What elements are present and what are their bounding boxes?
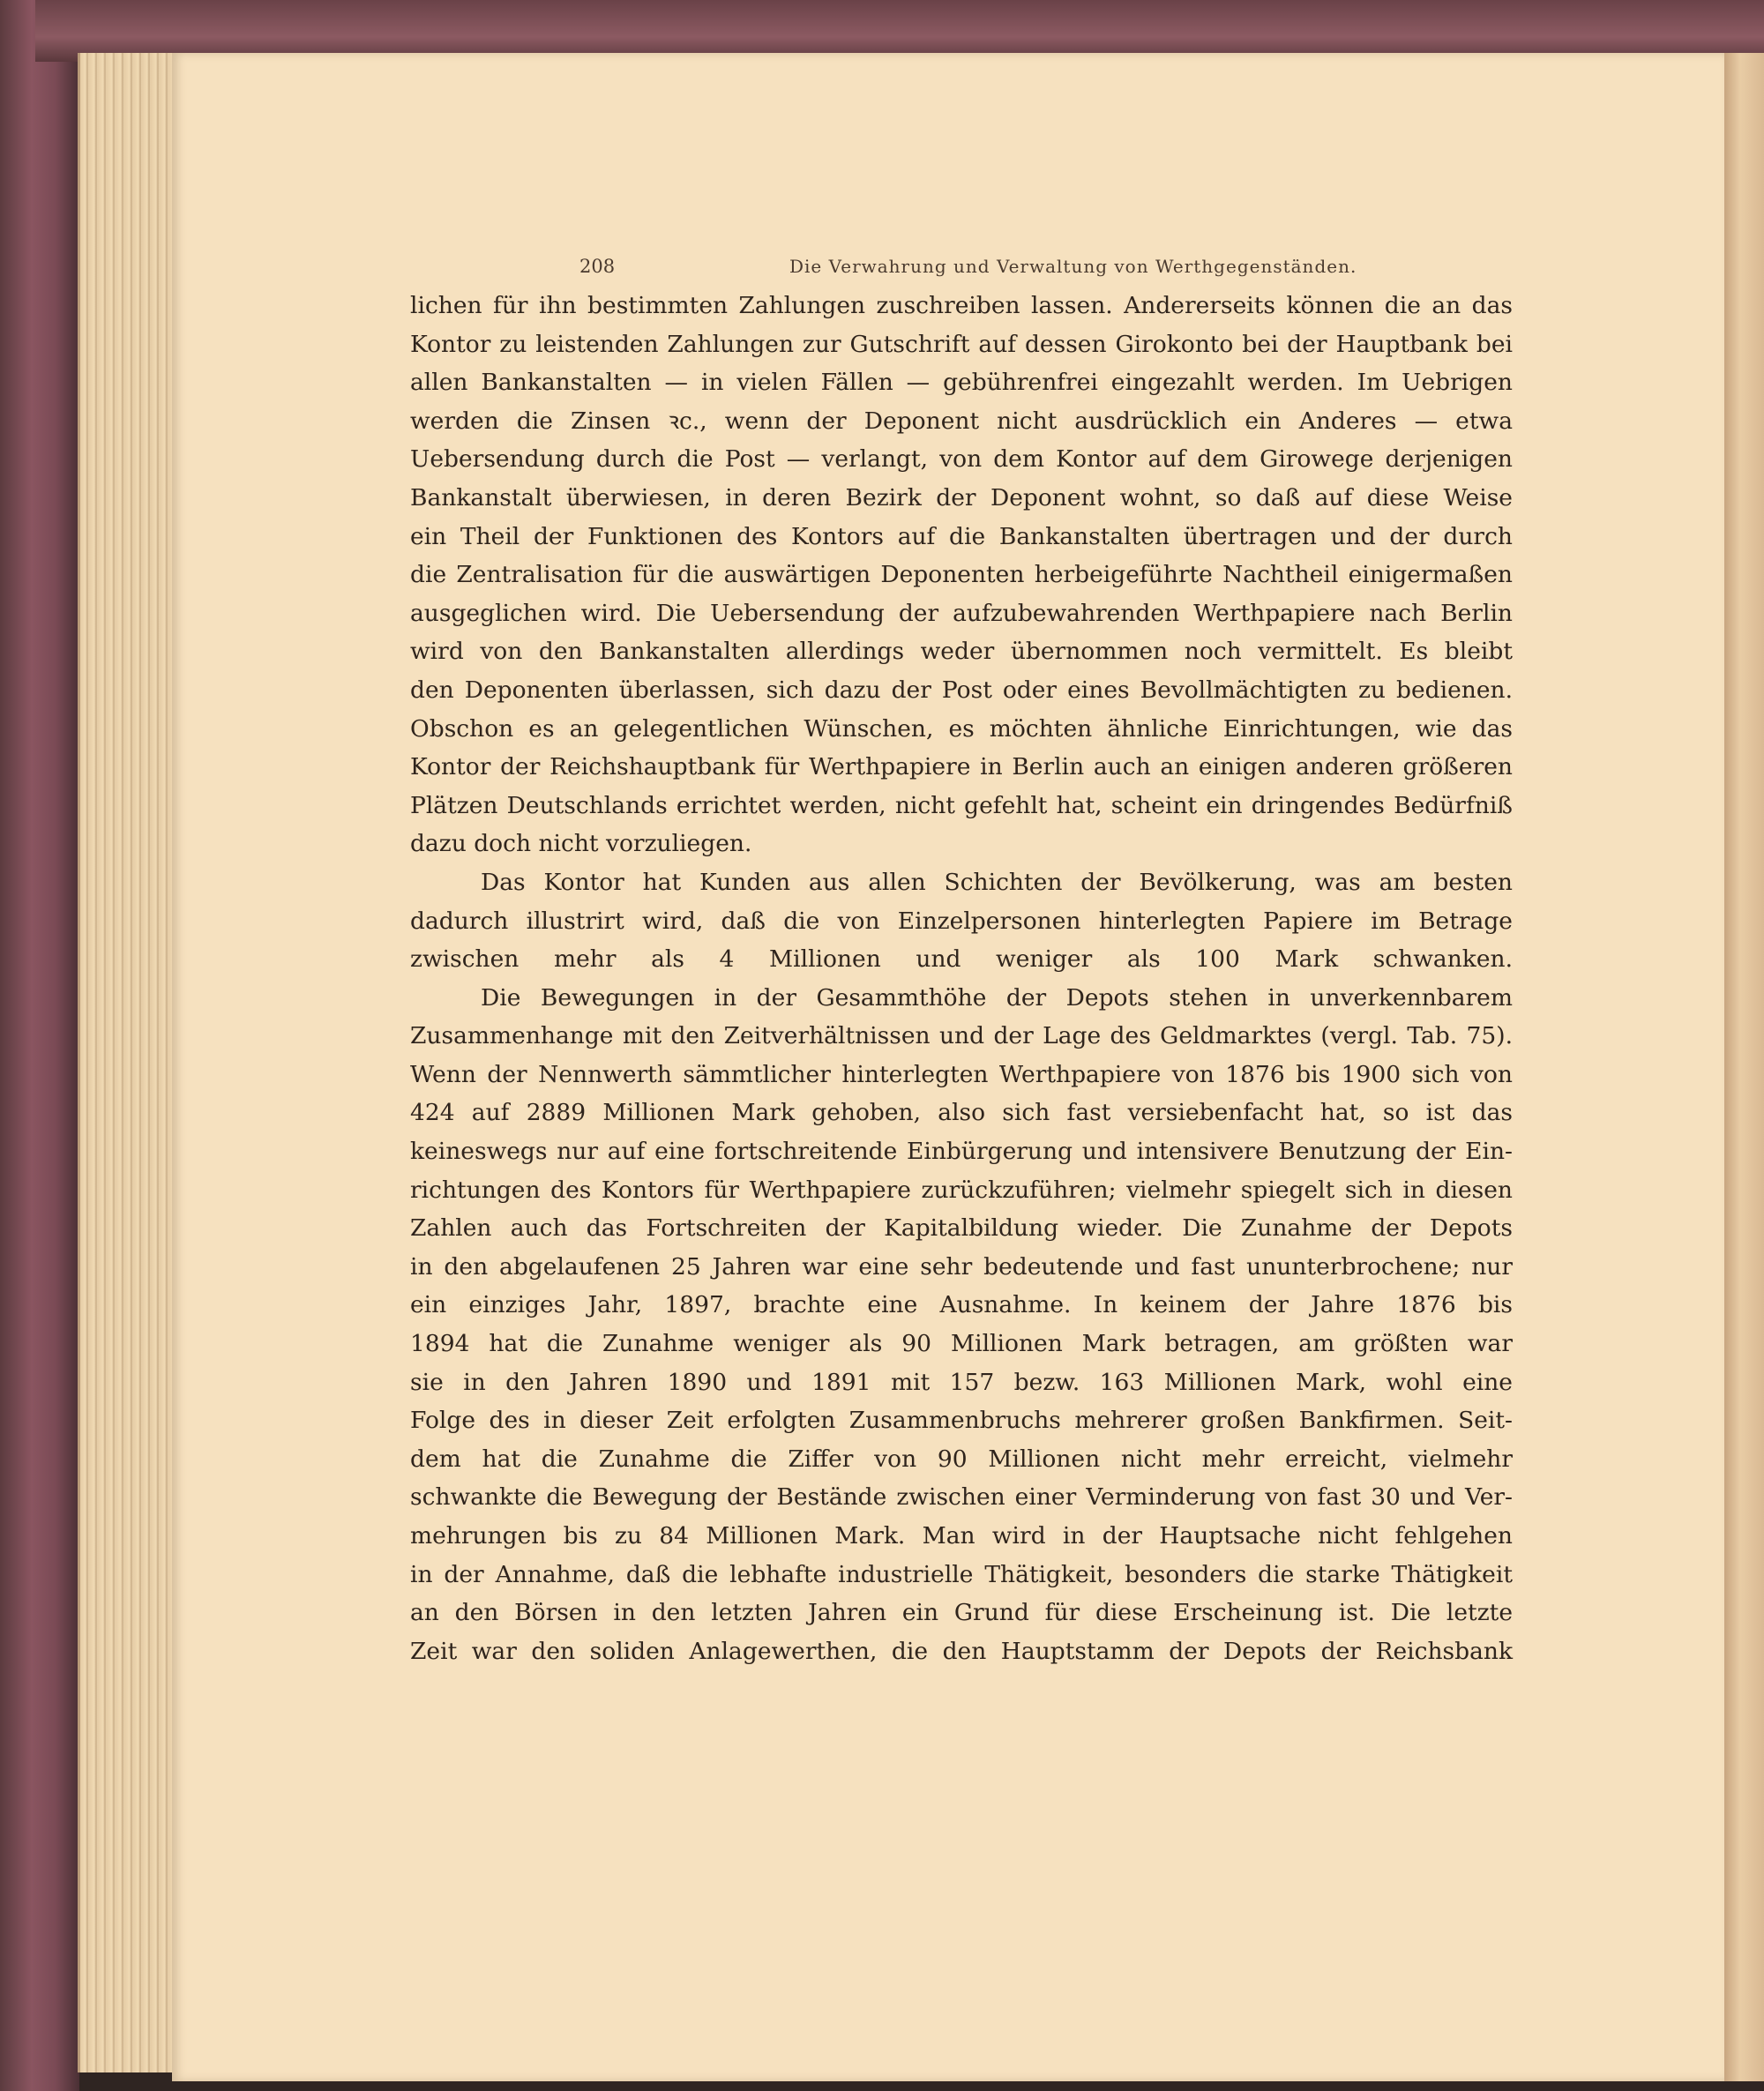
text-line: ausgeglichen wird. Die Uebersendung der aufzubewahrenden Werthpapiere nach Berlin [410,599,1513,627]
text-line: an den Börsen in den letzten Jahren ein Grund für diese Erscheinung ist. Die letzte [410,1599,1513,1627]
text-line: ein einziges Jahr, 1897, brachte eine Ausnahme. In keinem der Jahre 1876 bis [410,1291,1513,1319]
running-head [172,256,1724,291]
text-line: Bankanstalt überwiesen, in deren Bezirk der Deponent wohnt, so daß auf diese Weise [410,483,1513,512]
text-line: in der Annahme, daß die lebhafte industrielle Thätigkeit, besonders die starke Thätigkeit [410,1560,1513,1588]
running-title: Die Verwahrung und Verwaltung von Werthgegenständen. [789,256,1357,277]
text-line: Zeit war den soliden Anlagewerthen, die den Hauptstamm der Depots der Reichsbank [410,1637,1513,1665]
text-line: Uebersendung durch die Post — verlangt, von dem Kontor auf dem Girowege derjenigen [410,445,1513,474]
text-line: 1894 hat die Zunahme weniger als 90 Millionen Mark betragen, am größten war [410,1330,1513,1358]
text-line: 424 auf 2889 Millionen Mark gehoben, also sich fast versiebenfacht hat, so ist das [410,1099,1513,1127]
right-page-edge [1724,53,1764,2081]
text-line: keineswegs nur auf eine fortschreitende Einbürgerung und intensivere Benutzung der Ein- [410,1138,1513,1166]
text-line: den Deponenten überlassen, sich dazu der Post oder eines Bevollmächtigten zu bedienen. [410,676,1513,704]
text-line: in den abgelaufenen 25 Jahren war eine sehr bedeutende und fast ununterbrochene; nur [410,1252,1513,1281]
text-line: zwischen mehr als 4 Millionen und weniger als 100 Mark schwanken. [410,945,1513,974]
text-line: die Zentralisation für die auswärtigen Deponenten herbeigeführte Nachtheil einigermaßen [410,561,1513,589]
page-number: 208 [579,256,616,277]
body-text [410,287,1513,1670]
text-line: schwankte die Bewegung der Bestände zwischen einer Verminderung von fast 30 und Ver- [410,1483,1513,1512]
text-line: wird von den Bankanstalten allerdings weder übernommen noch vermittelt. Es bleibt [410,638,1513,666]
text-line: dadurch illustrirt wird, daß die von Einzelpersonen hinterlegten Papiere im Betrage [410,907,1513,935]
text-line: ein Theil der Funktionen des Kontors auf die Bankanstalten übertragen und der durch [410,522,1513,550]
text-line: dazu doch nicht vorzuliegen. [410,830,752,858]
text-line: sie in den Jahren 1890 und 1891 mit 157 bezw. 163 Millionen Mark, wohl eine [410,1368,1513,1396]
page-stack-edges [78,53,177,2072]
text-line: mehrungen bis zu 84 Millionen Mark. Man wird in der Hauptsache nicht fehlgehen [410,1522,1513,1550]
text-line: dem hat die Zunahme die Ziffer von 90 Millionen nicht mehr erreicht, vielmehr [410,1445,1513,1473]
text-line: Zusammenhange mit den Zeitverhältnissen und der Lage des Geldmarktes (vergl. Tab. 75). [410,1022,1513,1050]
text-line: allen Bankanstalten — in vielen Fällen — gebührenfrei eingezahlt werden. Im Uebrigen [410,369,1513,397]
text-line: Wenn der Nennwerth sämmtlicher hinterlegten Werthpapiere von 1876 bis 1900 sich von [410,1060,1513,1088]
text-line: lichen für ihn bestimmten Zahlungen zuschreiben lassen. Andererseits können die an das [410,292,1513,319]
text-line: Kontor zu leistenden Zahlungen zur Gutschrift auf dessen Girokonto bei der Hauptbank bei [410,330,1513,358]
text-line: werden die Zinsen ꝛc., wenn der Deponent nicht ausdrücklich ein Anderes — etwa [410,407,1513,435]
text-line: Zahlen auch das Fortschreiten der Kapitalbildung wieder. Die Zunahme der Depots [410,1214,1513,1243]
paragraph-2 [410,863,1513,979]
text-line: richtungen des Kontors für Werthpapiere zurückzuführen; vielmehr spiegelt sich in diesen [410,1176,1513,1204]
book-cover-spine [0,0,79,2091]
text-line: Obschon es an gelegentlichen Wünschen, es möchten ähnliche Einrichtungen, wie das [410,714,1513,743]
paragraph-3 [410,979,1513,1671]
text-line: Das Kontor hat Kunden aus allen Schichten der Bevölkerung, was am besten [481,868,1513,896]
text-line: Plätzen Deutschlands errichtet werden, nicht gefehlt hat, scheint ein dringendes Bedürfniß [410,791,1513,819]
text-line: Kontor der Reichshauptbank für Werthpapiere in Berlin auch an einigen anderen größeren [410,753,1513,781]
text-line: Folge des in dieser Zeit erfolgten Zusammenbruchs mehrerer großen Bankfirmen. Seit- [410,1407,1513,1435]
paragraph-1 [410,287,1513,863]
text-line: Die Bewegungen in der Gesammthöhe der Depots stehen in unverkennbarem [481,983,1513,1012]
